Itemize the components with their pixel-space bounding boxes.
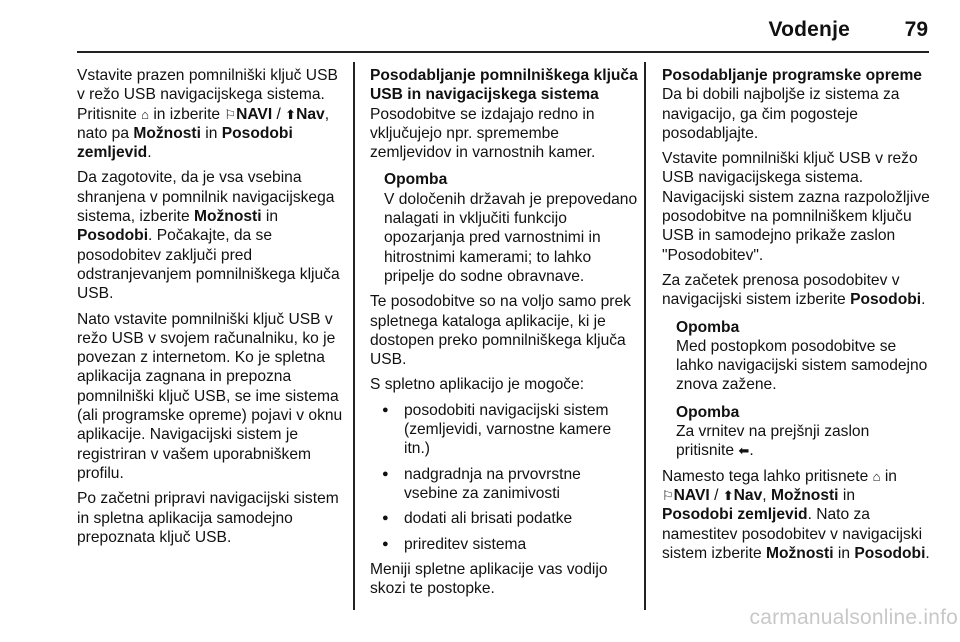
- page-number: 79: [904, 18, 928, 41]
- text: /: [709, 486, 723, 504]
- text: Da zagotovite, da je vsa vsebina shranjena v pomnilnik navigacijskega sistema, izberite: [77, 169, 335, 226]
- col3-note-1: [676, 318, 930, 395]
- column-divider-1: [353, 62, 355, 610]
- menu-moznosti: Možnosti: [133, 124, 201, 142]
- menu-posodobi: Posodobi: [854, 544, 926, 562]
- col2-heading: Posodabljanje pomnilniškega ključa USB in navigacijskega sistema: [370, 67, 638, 104]
- col3-paragraph-1: Da bi dobili najboljše iz sistema za navigacijo, ga čim pogosteje posodabljajte.: [662, 86, 900, 142]
- flag-icon: ⚐: [662, 487, 674, 503]
- menu-nav: Nav: [733, 486, 763, 504]
- col2-paragraph-2: Te posodobitve so na voljo samo prek spletnega kataloga aplikacije, ki je dostopen preko pomnilniškega ključa USB.: [370, 293, 631, 369]
- column-divider-2: [644, 62, 646, 610]
- col1-paragraph-3: Nato vstavite pomnilniški ključ USB v režo USB v svojem računalniku, ko je povezan z internetom. Ko je spletna aplikacija zagnana in prepozna pomnilniški ključ USB, se ime sistema (ali programske opreme) pojavi v oknu aplikacije. Navigacijski sistem je registriran v vašem uporabniškem profilu.: [77, 310, 343, 482]
- text: in: [833, 544, 855, 562]
- menu-navi: NAVI: [673, 486, 710, 504]
- note-text: Med postopkom posodobitve se lahko navigacijski sistem samodejno znova zažene.: [676, 337, 928, 394]
- nav-arrow-icon: ⬆: [285, 106, 297, 122]
- menu-navi: NAVI: [236, 105, 273, 123]
- back-icon: ⬅: [738, 443, 750, 459]
- note-title: Opomba: [676, 403, 740, 421]
- col2-paragraph-3: S spletno aplikacijo je mogoče:: [370, 376, 585, 394]
- text: in: [838, 486, 855, 504]
- text: Vstavite prazen pomnilniški ključ USB v režo USB navigacijskega sistema. Pritisnite: [77, 67, 338, 123]
- note-title: Opomba: [384, 171, 448, 189]
- text: in: [261, 208, 279, 226]
- menu-moznosti: Možnosti: [770, 486, 839, 504]
- col1-paragraph-1: [77, 66, 345, 162]
- column-2: [370, 66, 638, 604]
- flag-icon: ⚐: [224, 106, 237, 122]
- menu-moznosti: Možnosti: [194, 208, 262, 226]
- col1-paragraph-4: Po začetni pripravi navigacijski sistem in spletna aplikacija samodejno prepoznata ključ USB.: [77, 490, 339, 546]
- home-icon: ⌂: [872, 468, 881, 484]
- home-icon: ⌂: [141, 106, 149, 122]
- col3-heading: Posodabljanje programske opreme: [662, 67, 922, 84]
- menu-posodobi-zemljevid: Posodobi zemljevid: [662, 506, 808, 524]
- col2-note: [384, 170, 638, 286]
- menu-posodobi: Posodobi: [77, 227, 149, 245]
- col2-paragraph-4: Meniji spletne aplikacije vas vodijo skozi te postopke.: [370, 560, 608, 598]
- note-title: Opomba: [676, 318, 740, 336]
- text: . Počakajte, da se posodobitev zaključi pred odstranjevanjem pomnilniškega ključa USB.: [77, 227, 340, 303]
- text: Za vrnitev na prejšnji zaslon pritisnite: [676, 423, 870, 460]
- menu-posodobi: Posodobi: [850, 291, 922, 309]
- text: in izberite: [149, 105, 225, 123]
- list-item: ● nadgradnja na prvovrstne vsebine za zanimivosti: [370, 465, 638, 504]
- page-title: Vodenje: [768, 18, 850, 41]
- col3-paragraph-4: [662, 467, 930, 563]
- header-rule: [77, 51, 929, 53]
- text: Za začetek prenosa posodobitev v navigacijski sistem izberite: [662, 271, 900, 309]
- column-1: [77, 66, 345, 553]
- text: in: [200, 124, 222, 142]
- text: .: [921, 291, 926, 309]
- note-text: V določenih državah je prepovedano nalagati in vključiti funkcijo opozarjanja pred varnostnimi in hitrostnimi kamerami; to lahko pripelje do sodne obravnave.: [384, 190, 638, 285]
- text: . Nato za namestitev posodobitev v navigacijski sistem izberite: [662, 506, 923, 562]
- text: Namesto tega lahko pritisnete: [662, 467, 873, 485]
- col3-paragraph-2: Vstavite pomnilniški ključ USB v režo USB navigacijskega sistema. Navigacijski sistem zazna razpoložljive posodobitve na pomnilniškem ključu USB in samodejno prikaže zaslon "Posodobitev".: [662, 150, 930, 264]
- list-item: ● prireditev sistema: [370, 535, 638, 554]
- text: in: [880, 467, 897, 485]
- text: .: [147, 144, 152, 162]
- text: ,: [762, 486, 771, 504]
- menu-moznosti: Možnosti: [766, 544, 834, 562]
- menu-posodobi-zemljevid: Posodobi zemljevid: [77, 124, 293, 162]
- text: /: [272, 105, 286, 123]
- watermark: carmanualsonline.info: [749, 606, 958, 629]
- list-item: ● dodati ali brisati podatke: [370, 509, 638, 528]
- col2-bullet-list: [370, 401, 638, 554]
- column-3: [662, 66, 930, 569]
- text: .: [749, 442, 754, 460]
- col3-note-2: [676, 403, 930, 461]
- text: .: [925, 544, 930, 562]
- nav-arrow-icon: ⬆: [722, 487, 734, 503]
- col3-paragraph-3: [662, 271, 930, 310]
- text: , nato pa: [77, 105, 330, 142]
- list-item: ● posodobiti navigacijski sistem (zemljevidi, varnostne kamere itn.): [370, 401, 638, 459]
- note-text: [676, 422, 930, 461]
- col1-paragraph-2: [77, 168, 345, 303]
- menu-nav: Nav: [296, 105, 325, 123]
- col2-paragraph-1: Posodobitve se izdajajo redno in vključujejo npr. spremembe zemljevidov in varnostnih kamer.: [370, 105, 596, 162]
